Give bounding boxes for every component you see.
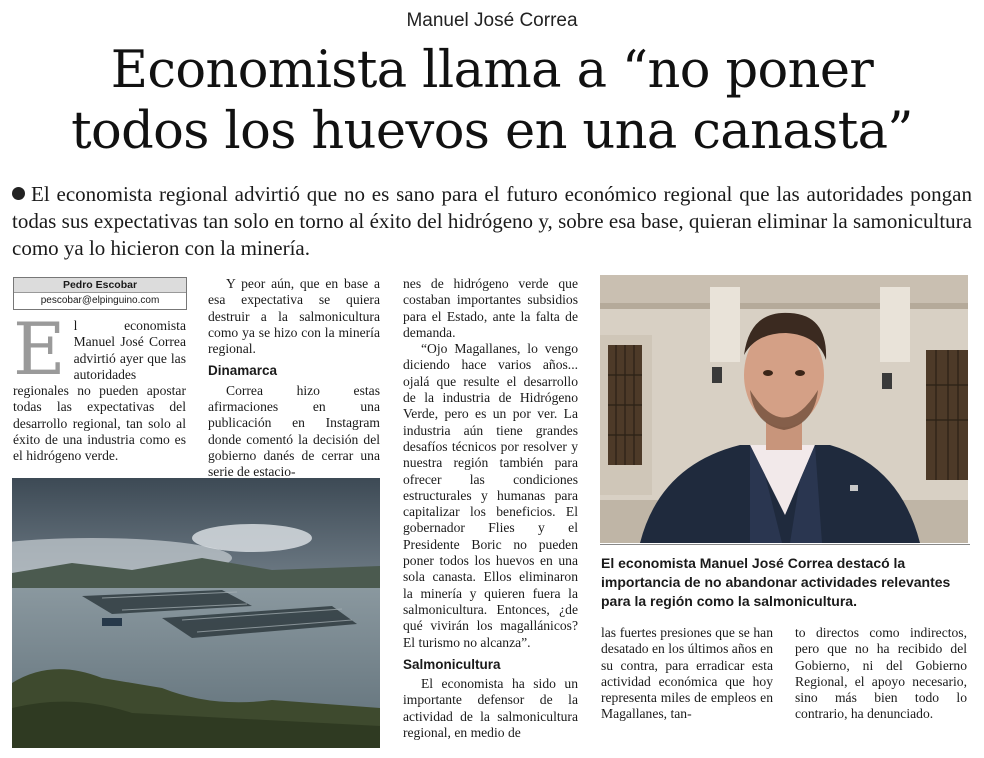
article-lead — [12, 181, 972, 262]
article-kicker: Manuel José Correa — [406, 10, 578, 31]
drop-cap: E — [13, 307, 66, 391]
salmon-farm-image — [12, 478, 380, 748]
col1-paragraph: l economista Manuel José Correa advirtió ayer que las autoridades regionales no pueden apostar todas las expectativas del desarrollo regional, tan solo al éxito de una industria como es el hidrógeno verde. — [13, 318, 186, 464]
bullet-icon — [12, 187, 25, 200]
column-5 — [795, 625, 967, 723]
col2-paragraph-1: Y peor aún, que en base a esa expectativa se quiera destruir a la salmonicultura como ya se hizo con la minería regional. — [208, 276, 380, 357]
column-2 — [208, 276, 380, 481]
column-3 — [403, 276, 578, 741]
col3-paragraph-2: “Ojo Magallanes, lo vengo diciendo hace varios años... ojalá que resulte el desarrollo de la industria de Hidrógeno Verde, pero es un por ver. La industria aún tiene grandes desafíos técnicos por resolver y nuestra región también para ofrecer las condiciones estructurales y humanas para capitalizar los beneficios. El gobernador Flies y el Presidente Boric no pueden poner todos los huevos en una sola canasta. Ellos eliminaron la minería y quieren fuera la salmonicultura. Entonces, ¿de qué vivirán los magallánicos? El turismo no alcanza”. — [403, 341, 578, 650]
lead-text: El economista regional advirtió que no es sano para el futuro económico regional que las autoridades pongan todas sus expectativas tan solo en torno al éxito del hidrógeno y, sobre esa base, quieran eliminar la samonicultura como ya lo hicieron con la minería. — [12, 182, 972, 260]
photo-caption: El economista Manuel José Correa destacó la importancia de no abandonar actividades relevantes para la región como la salmonicultura. — [601, 555, 951, 609]
portrait-photo — [600, 275, 968, 543]
col4-paragraph: las fuertes presiones que se han desatado en los últimos años en su contra, para erradicar esta actividad económica que hoy representa miles de empleos en Magallanes, tan- — [601, 625, 773, 722]
byline-author: Pedro Escobar — [14, 278, 186, 293]
byline-box — [13, 277, 187, 310]
column-4 — [601, 625, 773, 723]
economist-portrait-image — [600, 275, 968, 543]
col3-paragraph-1: nes de hidrógeno verde que costaban importantes subsidios para el Estado, ante la falta de demanda. — [403, 276, 578, 340]
col2-paragraph-2: Correa hizo estas afirmaciones en una publicación en Instagram donde comentó la decisión del gobierno danés de cerrar una serie de estacio- — [208, 382, 380, 480]
column-1 — [13, 307, 186, 465]
headline-line-1: Economista llama a “no poner — [110, 41, 874, 100]
col5-paragraph: to directos como indirectos, pero que no ha recibido del Gobierno, ni del Gobierno Regional, el apoyo necesario, sino más bien todo lo contrario, ha denunciado. — [795, 625, 967, 722]
byline-email: pescobar@elpinguino.com — [40, 295, 160, 306]
headline-line-2: todos los huevos en una canasta” — [71, 102, 913, 161]
subhead-dinamarca: Dinamarca — [208, 363, 278, 379]
col3-paragraph-3: El economista ha sido un importante defensor de la actividad de la salmonicultura regional, en medio de — [403, 676, 578, 741]
salmon-farm-photo — [12, 478, 380, 748]
caption-divider — [600, 544, 970, 545]
article-headline — [20, 40, 964, 162]
subhead-salmonicultura: Salmonicultura — [403, 656, 501, 672]
